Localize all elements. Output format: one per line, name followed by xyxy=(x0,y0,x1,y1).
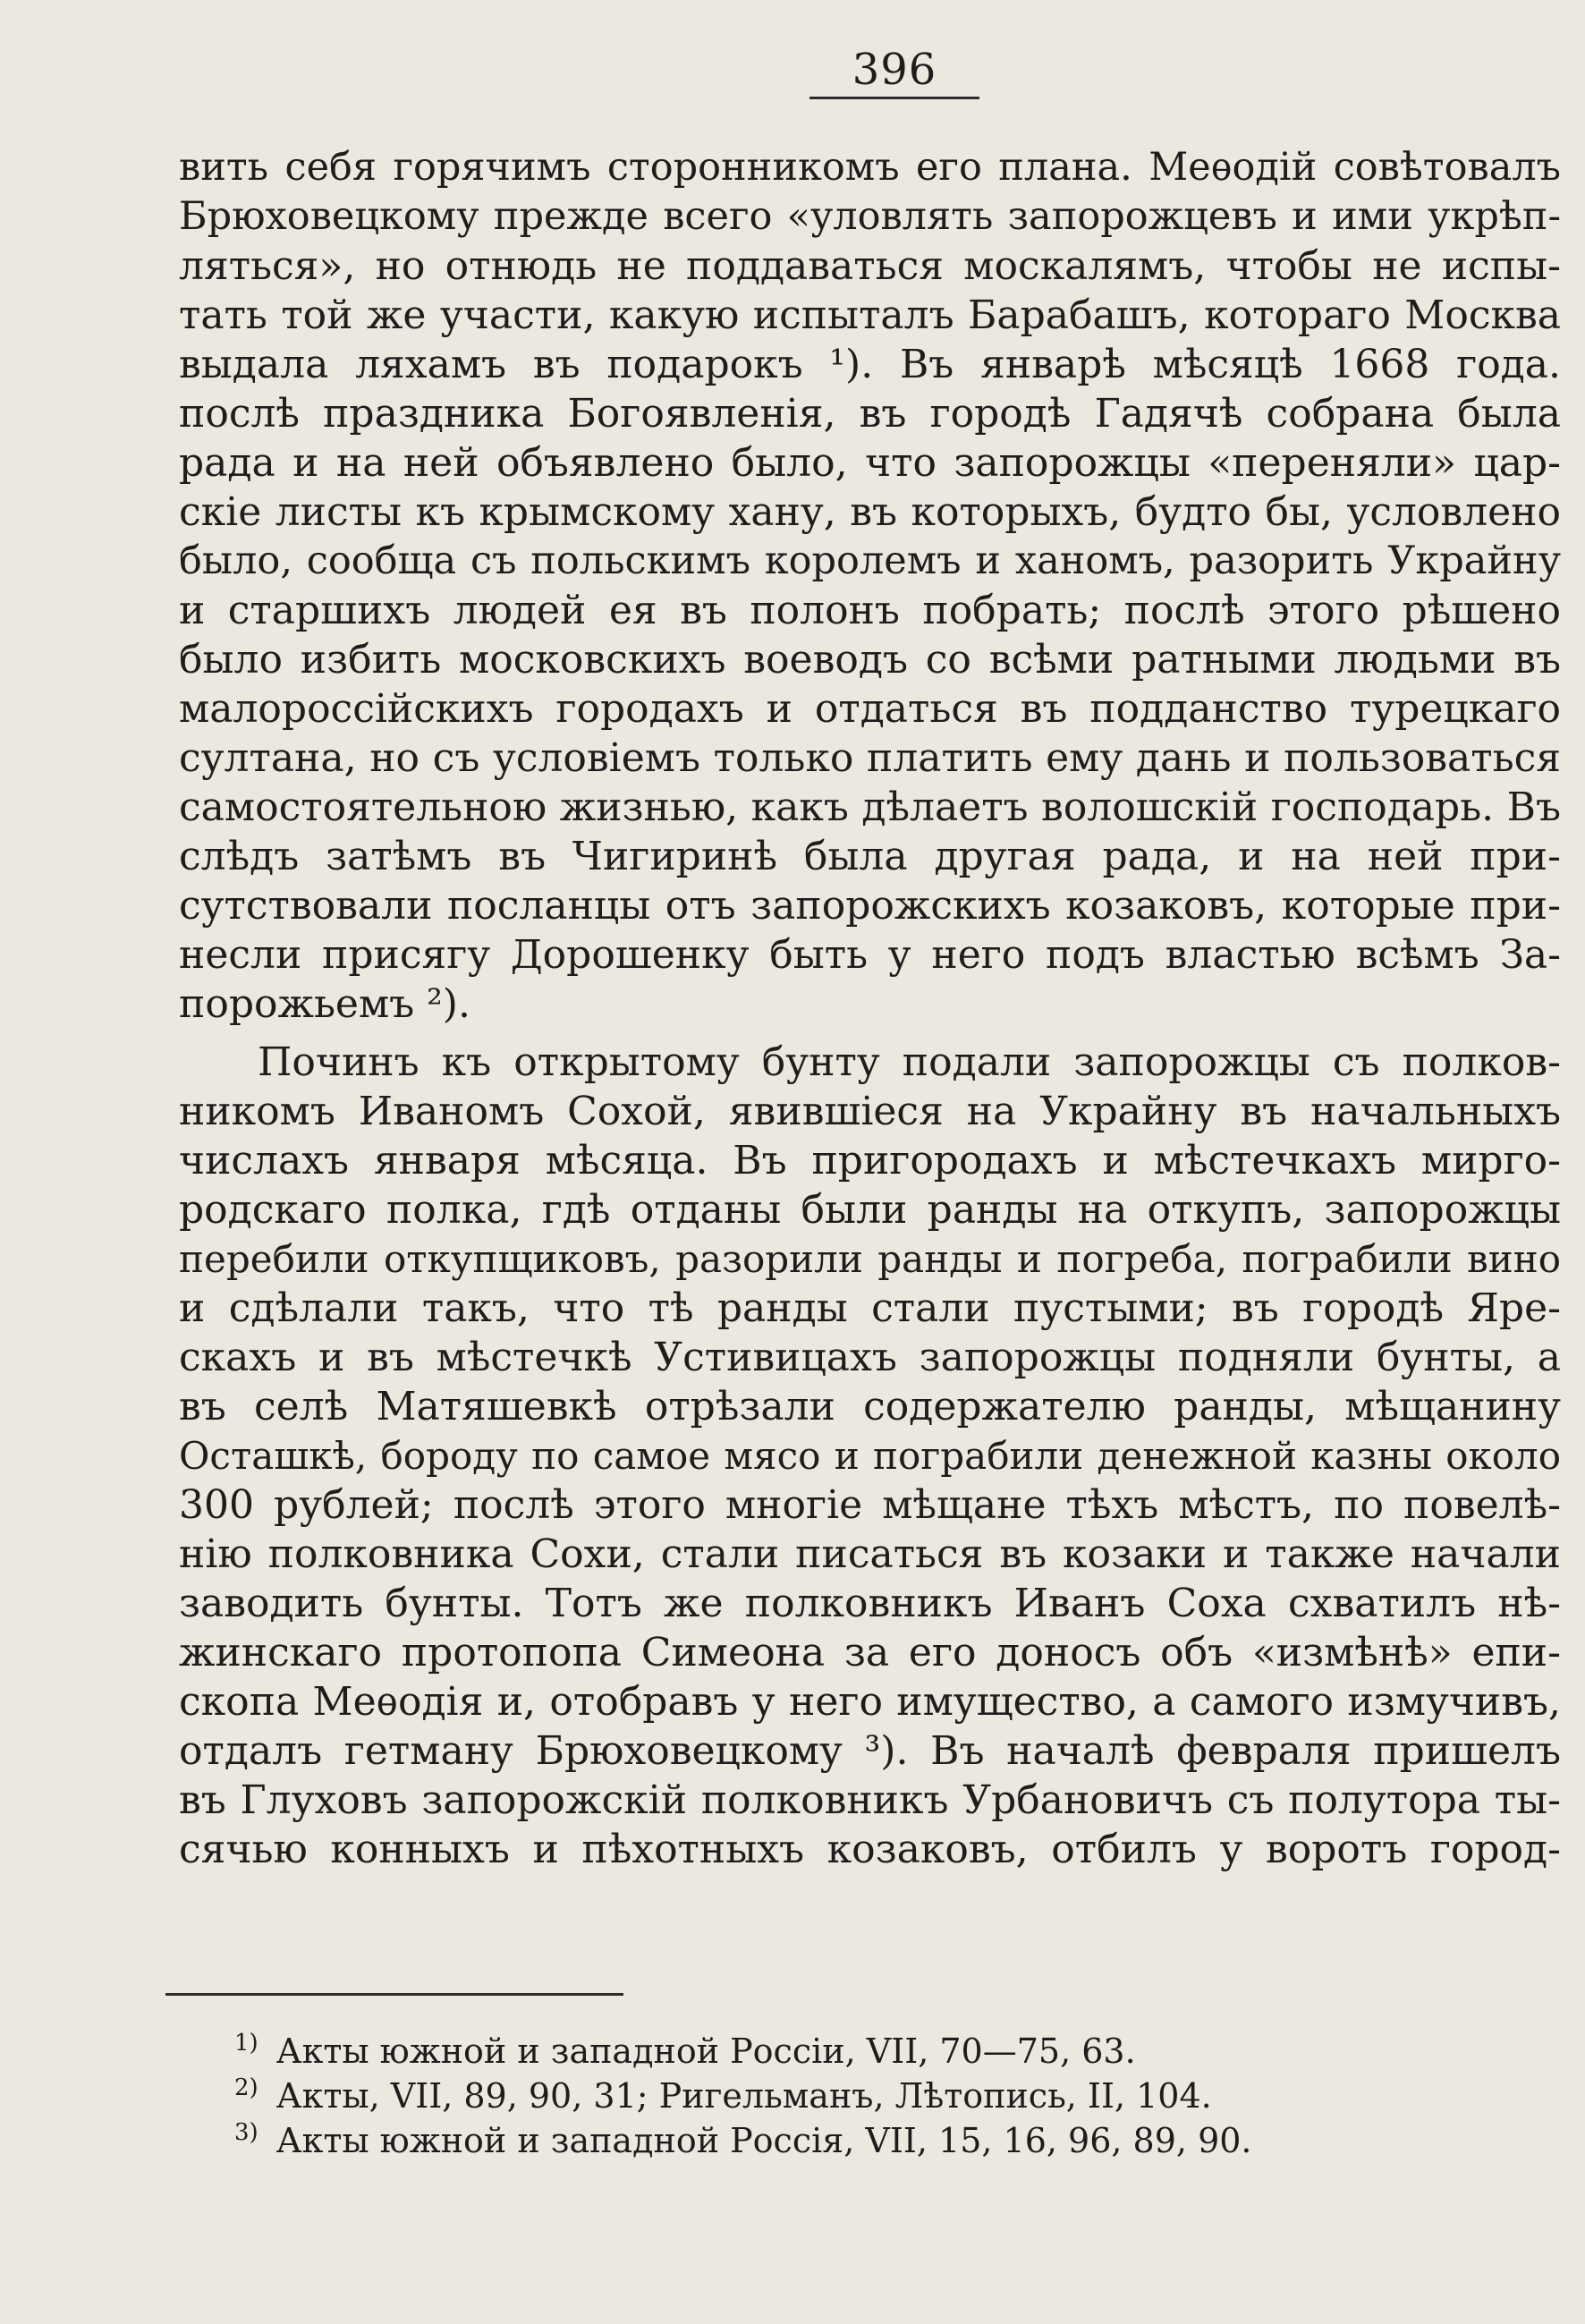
footnote-marker: 2) xyxy=(234,2074,259,2101)
text-line: порожьемъ ²). xyxy=(179,981,470,1027)
text-line: было, сообща съ польскимъ королемъ и ханомъ, разорить Украйну xyxy=(179,539,1561,583)
text-line: скіе листы къ крымскому хану, въ которыхъ, будто бы, условлено xyxy=(179,489,1561,535)
text-line: сячью конныхъ и пѣхотныхъ козаковъ, отбилъ у воротъ город- xyxy=(179,1827,1561,1872)
text-line: 300 рублей; послѣ этого многіе мѣщане тѣхъ мѣстъ, по повелѣ- xyxy=(179,1482,1561,1528)
body-text xyxy=(179,143,1561,1874)
text-line: скахъ и въ мѣстечкѣ Устивицахъ запорожцы подняли бунты, а xyxy=(179,1335,1561,1380)
text-line: и сдѣлали такъ, что тѣ ранды стали пустыми; въ городѣ Яре- xyxy=(179,1285,1561,1331)
text-line: нію полковника Сохи, стали писаться въ козаки и также начали xyxy=(179,1531,1561,1577)
footnote-marker: 3) xyxy=(234,2119,259,2146)
footnote xyxy=(234,2118,1397,2163)
text-line: родскаго полка, гдѣ отданы были ранды на откупъ, запорожцы xyxy=(179,1187,1561,1233)
text-line: жинскаго протопопа Симеона за его доносъ объ «измѣнѣ» епи- xyxy=(179,1630,1561,1675)
footnote-text: Акты южной и западной Россіи, VII, 70—75, 63. xyxy=(275,2031,1136,2071)
text-line: отдалъ гетману Брюховецкому ³). Въ началѣ февраля пришелъ xyxy=(179,1728,1561,1774)
text-line: самостоятельною жизнью, какъ дѣлаетъ волошскій господарь. Въ xyxy=(179,785,1561,830)
footnote-marker: 1) xyxy=(234,2030,259,2057)
text-line: Починъ къ открытому бунту подали запорожцы съ полков- xyxy=(258,1039,1561,1085)
footnote xyxy=(234,2074,1397,2118)
footnote xyxy=(234,2029,1397,2074)
text-line: въ Глуховъ запорожскій полковникъ Урбановичъ съ полутора ты- xyxy=(179,1777,1561,1823)
text-line: сутствовали посланцы отъ запорожскихъ козаковъ, которые при- xyxy=(179,883,1561,929)
text-line: Осташкѣ, бороду по самое мясо и пограбили денежной казны около xyxy=(179,1434,1561,1478)
text-line: въ селѣ Матяшевкѣ отрѣзали содержателю ранды, мѣщанину xyxy=(179,1384,1561,1429)
text-line: скопа Меѳодія и, отобравъ у него имущество, а самого измучивъ, xyxy=(179,1679,1561,1725)
text-line: рада и на ней объявлено было, что запорожцы «переняли» цар- xyxy=(179,440,1561,486)
footnote-text: Акты, VII, 89, 90, 31; Ригельманъ, Лѣтопись, II, 104. xyxy=(275,2076,1212,2116)
page-number-rule xyxy=(809,97,979,99)
footnote-rule xyxy=(165,1993,623,1996)
text-line: было избить московскихъ воеводъ со всѣми ратными людьми въ xyxy=(179,637,1561,683)
text-line: числахъ января мѣсяца. Въ пригородахъ и мѣстечкахъ мирго- xyxy=(179,1138,1561,1183)
text-line: несли присягу Дорошенку быть у него подъ властью всѣмъ За- xyxy=(179,932,1561,978)
text-line: слѣдъ затѣмъ въ Чигиринѣ была другая рада, и на ней при- xyxy=(179,834,1561,879)
text-line: никомъ Иваномъ Сохой, явившіеся на Украйну въ начальныхъ xyxy=(179,1089,1561,1134)
text-line: выдала ляхамъ въ подарокъ ¹). Въ январѣ мѣсяцѣ 1668 года. xyxy=(179,342,1561,387)
paragraph-gap xyxy=(179,1029,1561,1038)
text-line: послѣ праздника Богоявленія, въ городѣ Гадячѣ собрана была xyxy=(179,391,1561,437)
text-line: Брюховецкому прежде всего «уловлять запорожцевъ и ими укрѣп- xyxy=(179,194,1561,239)
text-line: тать той же участи, какую испыталъ Барабашъ, котораго Москва xyxy=(179,293,1561,338)
text-line: султана, но съ условіемъ только платить ему дань и пользоваться xyxy=(179,735,1561,781)
footnotes xyxy=(234,2029,1397,2163)
text-line: ляться», но отнюдь не поддаваться москалямъ, чтобы не испы- xyxy=(179,243,1561,289)
text-line: малороссійскихъ городахъ и отдаться въ подданство турецкаго xyxy=(179,686,1561,732)
text-line: заводить бунты. Тотъ же полковникъ Иванъ Соха схватилъ нѣ- xyxy=(179,1581,1561,1626)
text-line: вить себя горячимъ сторонникомъ его плана. Меѳодій совѣтовалъ xyxy=(179,145,1561,190)
text-line: и старшихъ людей ея въ полонъ побрать; послѣ этого рѣшено xyxy=(179,588,1561,633)
text-line: перебили откупщиковъ, разорили ранды и погреба, пограбили вино xyxy=(179,1237,1561,1281)
page-number: 396 xyxy=(852,45,937,95)
footnote-text: Акты южной и западной Россія, VII, 15, 16, 96, 89, 90. xyxy=(275,2121,1252,2160)
